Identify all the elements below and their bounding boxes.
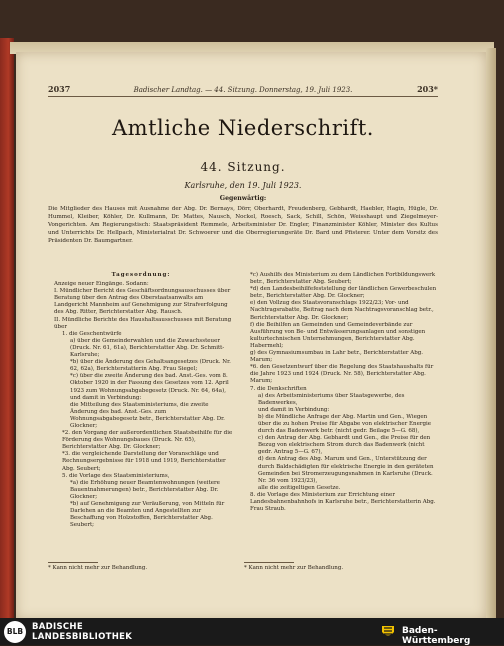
agenda-item: b) die Mündliche Anfrage der Abg. Martin und Gen., Wiegen über die zu hohen Preise für Abgabe von elektrischer Energie durch das Badenwerk betr. (nicht gedr. Beilage 5—G. 68), — [258, 413, 432, 435]
header-rule — [48, 96, 438, 97]
library-name-line2: LANDESBIBLIOTHEK — [32, 632, 133, 642]
agenda-item: Tagesordnung: — [111, 272, 171, 278]
bw-coat-of-arms-icon — [380, 624, 396, 639]
agenda-item: a) über die Gemeinderwahlen und die Zuwachssteuer (Druck. Nr. 61, 61a), Berichterstatter Abg. Dr. Schmitt-Karlsruhe; — [70, 337, 225, 359]
library-footer-bar — [0, 618, 504, 645]
bw-label[interactable]: Baden-Württemberg — [402, 626, 471, 646]
agenda-item: f) die Beihilfen an Gemeinden und Gemeindeverbände zur Ausführung von Be- und Entwässerungsanlagen und sonstigen kulturtechnischen Unternehmungen, Berichterstatter Abg. Habermehl; — [250, 321, 426, 349]
agenda-item: e) den Vollzug des Staatsvoranschlags 1922/23; Vor- und Nachtragsrabatte, Beitrag nach dem Nachtragsvoranschlag betr., Berichterstatter Abg. Dr. Glockner; — [250, 300, 434, 321]
left-column — [48, 272, 234, 529]
agenda-item: 8. die Vorlage des Ministerium zur Errichtung einer Landesbahnenbahnhofs in Karlsruhe betr., Berichterstatterin Abg. Frau Straub. — [250, 491, 436, 513]
page-number-left: 2037 — [48, 84, 71, 94]
book-edge-red — [0, 38, 14, 618]
blb-logo-icon[interactable]: BLB — [4, 621, 26, 643]
agenda-item: *a) die Erhöhung neuer Beamtenwohnungen (weitere Bauentnahmerungen) betr., Berichterstatter Abg. Dr. Glockner; — [70, 479, 220, 500]
running-title: Badischer Landtag. — 44. Sitzung. Donnerstag, 19. Juli 1923. — [133, 86, 353, 94]
right-column — [244, 272, 438, 513]
agenda-item: c) den Antrag der Abg. Gebhardt und Gen., die Preise für den Bezug von elektrischem Strom durch das Badenwerk (nicht gedr. Antrag 5—G. 67), — [258, 435, 431, 456]
agenda-item: und damit in Verbindung: — [258, 406, 330, 413]
book-edge-right — [486, 48, 496, 618]
agenda-item: alle die zeitigeltigen Gesetze. — [258, 484, 341, 491]
footnote-rule-left — [48, 562, 98, 563]
library-name[interactable] — [32, 622, 132, 642]
agenda-item: 1. die Geschentwürfe — [62, 330, 122, 337]
agenda-item: *6. den Gesetzentwurf über die Regelung des Staatshaushalts für die Jahre 1923 und 1924 (Druck. Nr. 58), Berichterstatter Abg. Marum; — [250, 364, 434, 385]
page-number-right: 203* — [417, 84, 438, 94]
agenda-item: *b) auf Genehmigung zur Veräußerung, von Mitteln für Darlehen an die Beamten und Angestellten zur Beschaffung von Holzstoffen, Berichterstatter Abg. Seubert; — [70, 501, 225, 529]
present-text: Die Mitglieder des Hauses mit Ausnahme der Abg. Dr. Bernays, Dörr, Oberhardt, Freudenberg, Gebhardt, Haebler, Hagin, Hügle, Dr. Hummel, Kleiber, Köhler, Dr. Kullmann, Dr. Mattes, Nausch, Nockel, Roesch, Sack, Schill, Schön, Weisshaupt und Ziegelmeyer-Vongerichten. Am Regierungstisch: Staatspräsident Remmele, Arbeitsminister Dr. Engler, Finanzminister Köhler, Minister des Kultus und Unterrichts Dr. Hellpach, Ministerialrat Dr. Schwoerer und die Oberregierungsräte Dr. Bard und Pfisterer. Unter dem Vorsitz des Präsidenten Dr. Baumgartner. — [48, 206, 438, 244]
agenda-item: a) des Arbeitsministeriums über Staatsgewerbe, des Badenwerkes, — [258, 392, 405, 406]
agenda-item: *b) über die Änderung des Gehaltsangesetzes (Druck. Nr. 62, 62a), Berichterstatterin Abg. Frau Siegel; — [70, 359, 231, 373]
present-heading: Gegenwärtig: — [219, 195, 267, 202]
footnote-right: * Kann nicht mehr zur Behandlung. — [244, 565, 344, 571]
agenda-item: 5. die Vorlage des Staatsministeriums, — [62, 472, 170, 479]
agenda-item: Anzeige neuer Eingänge. Sodann: — [54, 281, 149, 288]
agenda-item: d) den Antrag des Abg. Marum und Gen., Unterstützung der durch Baldschädigten für elektrische Energie in den geräteten Gemeinden bei Stromerzeugungsnahmen in Karlsruhe (Druck. Nr. 36 vom 1923/23), — [258, 456, 434, 484]
agenda-item: *3. die vergleichende Darstellung der Voranschläge und Rechnungsergebnisse für 1918 und 1919, Berichterstatter Abg. Seubert; — [62, 451, 226, 472]
session-heading: 44. Sitzung. — [200, 160, 286, 174]
place-date: Karlsruhe, den 19. Juli 1923. — [184, 181, 302, 190]
footnote-left: * Kann nicht mehr zur Behandlung. — [48, 565, 148, 571]
agenda-item: 7. die Denkschriften — [250, 385, 307, 392]
agenda-item: *c) über die zweite Änderung des bad. Anst.-Ges. vom 8. Oktober 1920 in der Fassung des Gesetzes vom 12. April 1923 zum Wohnungsabgabegesetz (Druck. Nr. 64, 64a), — [70, 373, 229, 394]
agenda-item: und damit in Verbindung: — [70, 394, 142, 401]
agenda-item: *c) Aushilfs des Ministerium zu dem Ländlichen Fortbildungswerk betr., Berichterstatter Abg. Seubert; — [250, 272, 436, 286]
library-name-line1: BADISCHE — [32, 622, 83, 632]
agenda-item: *2. den Vorgang der außerordentlichen Staatsbeihilfe für die Förderung des Wohnungsbaues (Druck. Nr. 65), Berichterstatter Abg. Dr. Glockner; — [62, 430, 233, 451]
agenda-item: I. Mündlicher Bericht des Geschäftsordnungsausschusses über Beratung über den Antrag des Oberstaatsanwalts am Landgericht Mannheim auf Genehmigung zur Strafverfolgung des Abg. Ritter, Berichterstatter Abg. Rausch. — [54, 288, 231, 316]
agenda-item: II. Mündliche Berichte des Haushaltsausschusses mit Beratung über — [54, 316, 232, 330]
agenda-item: g) des Gymnasiumsumbau in Lahr betr., Berichterstatter Abg. Marum; — [250, 350, 423, 364]
agenda-item: *d) den Landesbeihilfefeststellung der ländlichen Gewerbeschulen betr., Berichterstatter Abg. Dr. Glockner; — [250, 286, 437, 300]
agenda-item: die Mitteilung des Staatsministeriums, die zweite Änderung des bad. Anst.-Ges. zum Wohnungsabgabegesetz betr., Berichterstatter Abg. Dr. Glockner; — [70, 401, 225, 429]
document-title: Amtliche Niederschrift. — [112, 116, 374, 140]
footnote-rule-right — [244, 562, 294, 563]
